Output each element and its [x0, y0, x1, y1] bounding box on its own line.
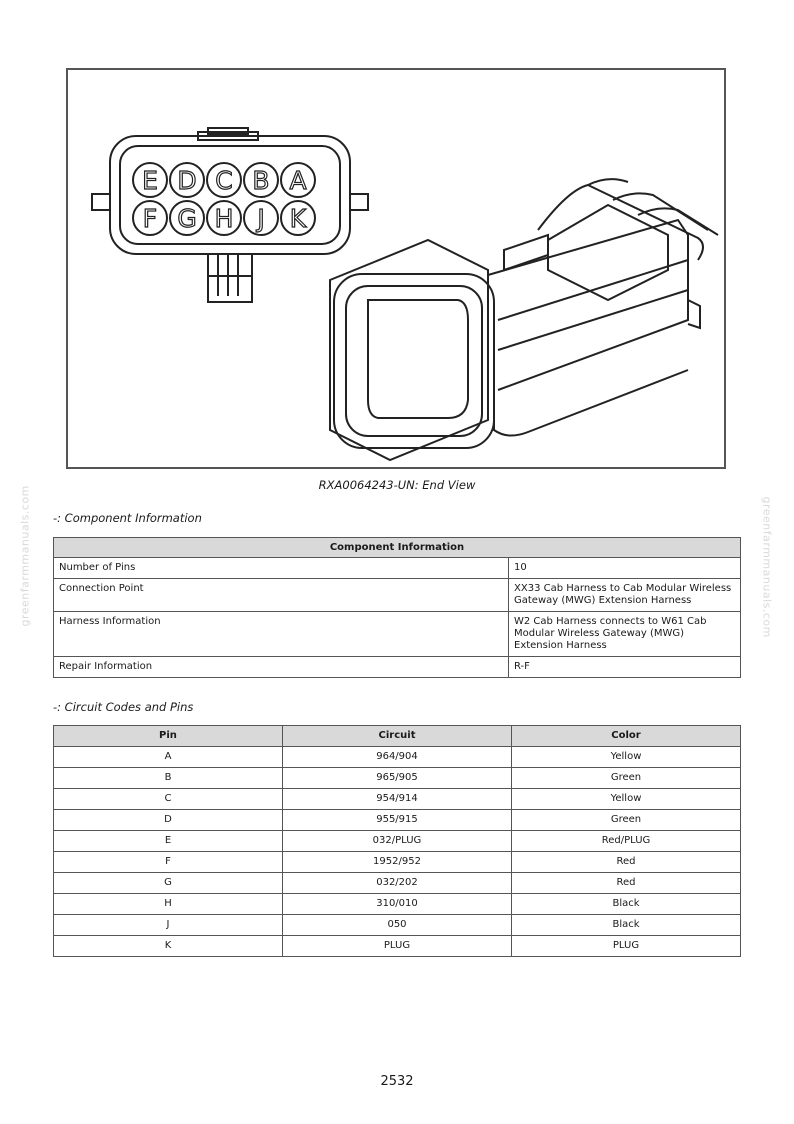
circuit-cell: Green — [512, 768, 741, 789]
circuit-cell: Yellow — [512, 789, 741, 810]
component-row — [54, 657, 741, 678]
pin-label: A — [289, 166, 307, 195]
component-row — [54, 612, 741, 657]
pin-label: C — [215, 166, 233, 195]
component-row-value: W2 Cab Harness connects to W61 Cab Modular Wireless Gateway (MWG) Extension Harness — [509, 612, 741, 657]
pin-label: D — [177, 166, 197, 195]
circuit-cell: Yellow — [512, 747, 741, 768]
circuit-row — [54, 915, 741, 936]
circuit-row — [54, 852, 741, 873]
circuit-cell: J — [54, 915, 283, 936]
circuit-cell: 965/905 — [283, 768, 512, 789]
circuit-cell: 310/010 — [283, 894, 512, 915]
circuit-cell: 032/PLUG — [283, 831, 512, 852]
circuit-cell: B — [54, 768, 283, 789]
circuit-row — [54, 894, 741, 915]
circuit-cell: Black — [512, 915, 741, 936]
component-row-value: XX33 Cab Harness to Cab Modular Wireless Gateway (MWG) Extension Harness — [509, 579, 741, 612]
watermark-right: greenfarmmanuals.com — [760, 496, 774, 638]
pin-label: F — [142, 204, 158, 233]
component-table-header: Component Information — [54, 538, 741, 558]
circuit-row — [54, 747, 741, 768]
circuit-cell: Red/PLUG — [512, 831, 741, 852]
pin-label: G — [177, 204, 197, 233]
pin-label: H — [214, 204, 234, 233]
component-row-label: Connection Point — [54, 579, 509, 612]
circuit-cell: Green — [512, 810, 741, 831]
circuit-column-header: Color — [512, 726, 741, 747]
circuit-cell: G — [54, 873, 283, 894]
circuit-section-heading: -: Circuit Codes and Pins — [53, 700, 194, 714]
circuit-row — [54, 831, 741, 852]
circuit-row — [54, 873, 741, 894]
circuit-cell: A — [54, 747, 283, 768]
component-row-label: Harness Information — [54, 612, 509, 657]
circuit-cell: 955/915 — [283, 810, 512, 831]
circuit-cell: 954/914 — [283, 789, 512, 810]
pin-label: E — [142, 166, 158, 195]
circuit-row — [54, 810, 741, 831]
connector-illustration — [68, 70, 724, 467]
circuit-row — [54, 789, 741, 810]
circuit-row — [54, 936, 741, 957]
circuit-cell: PLUG — [283, 936, 512, 957]
component-information-table — [53, 537, 741, 678]
component-row — [54, 558, 741, 579]
circuit-cell: Red — [512, 852, 741, 873]
pin-label: B — [252, 166, 270, 195]
circuit-cell: Red — [512, 873, 741, 894]
circuit-cell: E — [54, 831, 283, 852]
pin-label: J — [257, 204, 265, 233]
figure-caption: RXA0064243-UN: End View — [318, 478, 476, 492]
component-row-label: Number of Pins — [54, 558, 509, 579]
circuit-cell: 1952/952 — [283, 852, 512, 873]
connector-figure — [66, 68, 726, 469]
circuit-cell: 050 — [283, 915, 512, 936]
circuit-row — [54, 768, 741, 789]
circuit-cell: PLUG — [512, 936, 741, 957]
circuit-cell: F — [54, 852, 283, 873]
circuit-column-header: Pin — [54, 726, 283, 747]
component-row-value: R-F — [509, 657, 741, 678]
component-section-heading: -: Component Information — [53, 511, 202, 525]
pin-label: K — [289, 204, 307, 233]
circuit-codes-table — [53, 725, 741, 957]
component-row-label: Repair Information — [54, 657, 509, 678]
circuit-cell: 032/202 — [283, 873, 512, 894]
page-number: 2532 — [380, 1074, 414, 1089]
watermark-left: greenfarmmanuals.com — [18, 485, 32, 627]
component-row-value: 10 — [509, 558, 741, 579]
circuit-cell: 964/904 — [283, 747, 512, 768]
circuit-column-header: Circuit — [283, 726, 512, 747]
component-row — [54, 579, 741, 612]
circuit-cell: C — [54, 789, 283, 810]
circuit-cell: Black — [512, 894, 741, 915]
circuit-cell: H — [54, 894, 283, 915]
circuit-cell: D — [54, 810, 283, 831]
circuit-cell: K — [54, 936, 283, 957]
